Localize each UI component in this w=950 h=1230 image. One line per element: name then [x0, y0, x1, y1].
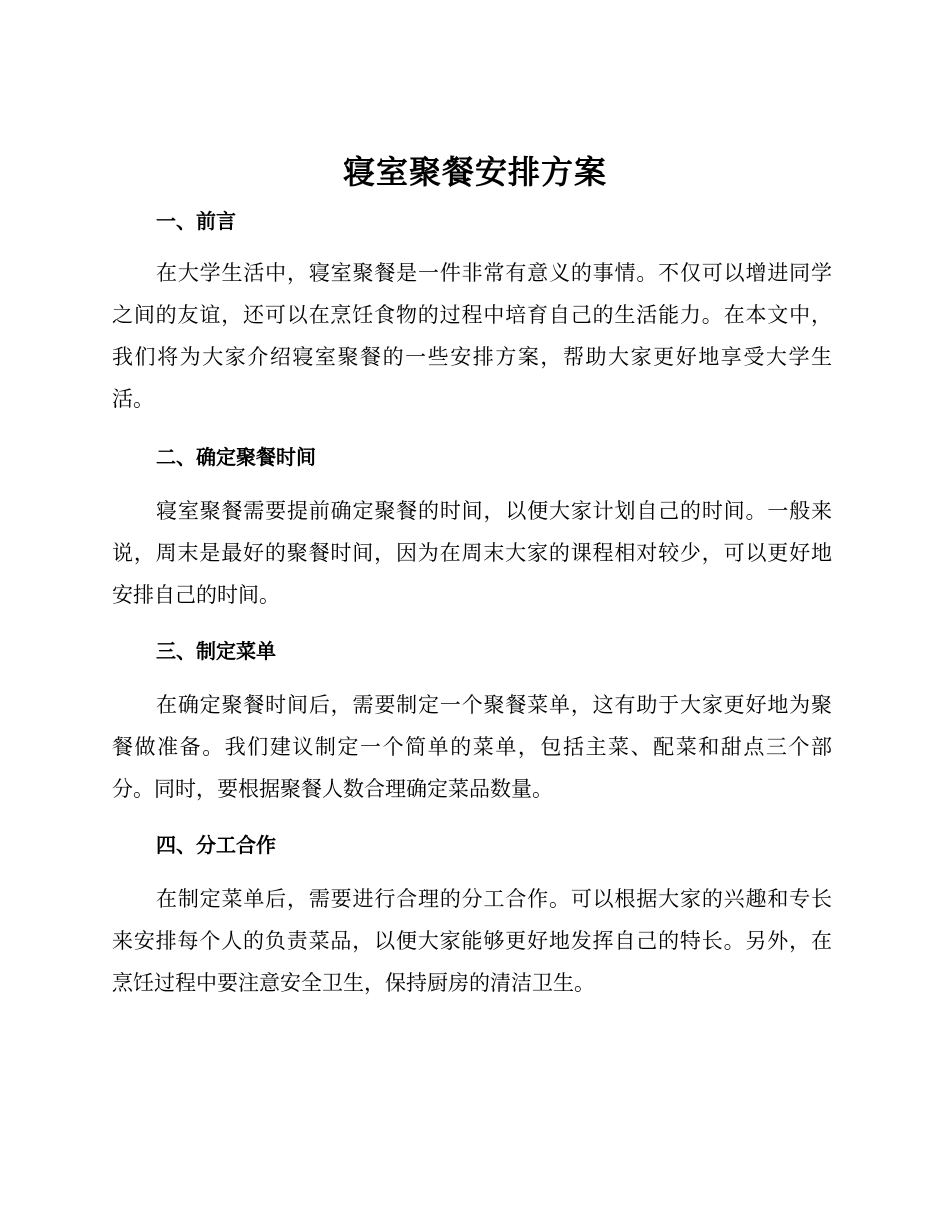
paragraph-line: 活。 — [112, 387, 154, 411]
paragraph-line: 安排自己的时间。 — [112, 583, 280, 607]
paragraph-line: 寝室聚餐需要提前确定聚餐的时间，以便大家计划自己的时间。一般来 — [156, 499, 832, 523]
paragraph-line: 餐做准备。我们建议制定一个简单的菜单，包括主菜、配菜和甜点三个部 — [112, 735, 832, 759]
section-heading-menu: 三、制定菜单 — [156, 639, 276, 663]
section-paragraph-menu — [112, 684, 832, 810]
document-title: 寝室聚餐安排方案 — [342, 153, 607, 191]
paragraph-line: 来安排每个人的负责菜品，以便大家能够更好地发挥自己的特长。另外，在 — [112, 929, 832, 953]
section-paragraph-teamwork — [112, 878, 832, 1004]
section-paragraph-time — [112, 490, 832, 616]
section-paragraph-preface — [112, 252, 832, 420]
section-heading-teamwork: 四、分工合作 — [156, 833, 276, 857]
paragraph-line: 烹饪过程中要注意安全卫生，保持厨房的清洁卫生。 — [112, 971, 595, 995]
section-heading-preface: 一、前言 — [156, 209, 236, 233]
paragraph-line: 分。同时，要根据聚餐人数合理确定菜品数量。 — [112, 777, 553, 801]
paragraph-line: 我们将为大家介绍寝室聚餐的一些安排方案，帮助大家更好地享受大学生 — [112, 345, 832, 369]
section-heading-time: 二、确定聚餐时间 — [156, 445, 316, 469]
paragraph-line: 在大学生活中，寝室聚餐是一件非常有意义的事情。不仅可以增进同学 — [156, 261, 832, 285]
paragraph-line: 说，周末是最好的聚餐时间，因为在周末大家的课程相对较少，可以更好地 — [112, 541, 832, 565]
paragraph-line: 在确定聚餐时间后，需要制定一个聚餐菜单，这有助于大家更好地为聚 — [156, 693, 832, 717]
paragraph-line: 之间的友谊，还可以在烹饪食物的过程中培育自己的生活能力。在本文中， — [112, 303, 832, 327]
paragraph-line: 在制定菜单后，需要进行合理的分工合作。可以根据大家的兴趣和专长 — [156, 887, 832, 911]
